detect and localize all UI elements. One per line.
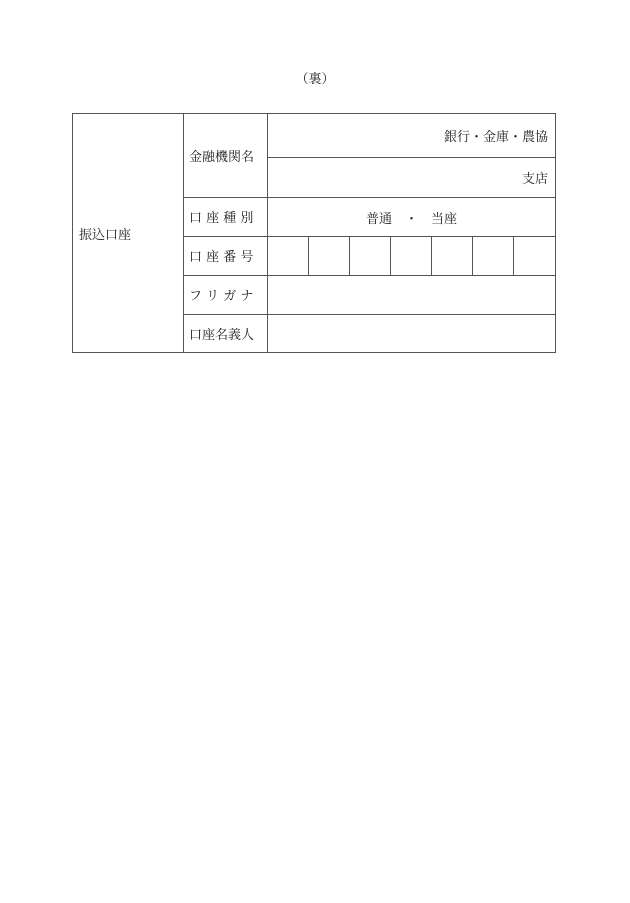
column-divider xyxy=(183,113,184,353)
account-type-options[interactable]: 普通 ・ 当座 xyxy=(365,211,457,227)
branch-name-field[interactable] xyxy=(268,158,548,197)
table-border-bottom xyxy=(72,352,556,353)
bank-name-field[interactable] xyxy=(268,114,548,157)
account-number-label: 口 座 番 号 xyxy=(189,250,254,265)
page-title: （裏） xyxy=(295,72,335,87)
bank-suffix: 銀行・金庫・農協 xyxy=(443,130,548,145)
holder-label: 口座名義人 xyxy=(189,327,255,343)
furigana-field[interactable] xyxy=(268,276,555,314)
table-border-right xyxy=(555,113,556,353)
account-holder-field[interactable] xyxy=(268,315,555,352)
table-border-left xyxy=(72,113,73,353)
account-number-field[interactable] xyxy=(268,237,555,275)
branch-suffix: 支店 xyxy=(521,172,548,187)
bank-label: 金融機関名 xyxy=(189,150,255,165)
account-type-label: 口 座 種 別 xyxy=(189,211,254,226)
furigana-label: フ リ ガ ナ xyxy=(189,289,254,304)
section-label: 振込口座 xyxy=(79,227,132,243)
